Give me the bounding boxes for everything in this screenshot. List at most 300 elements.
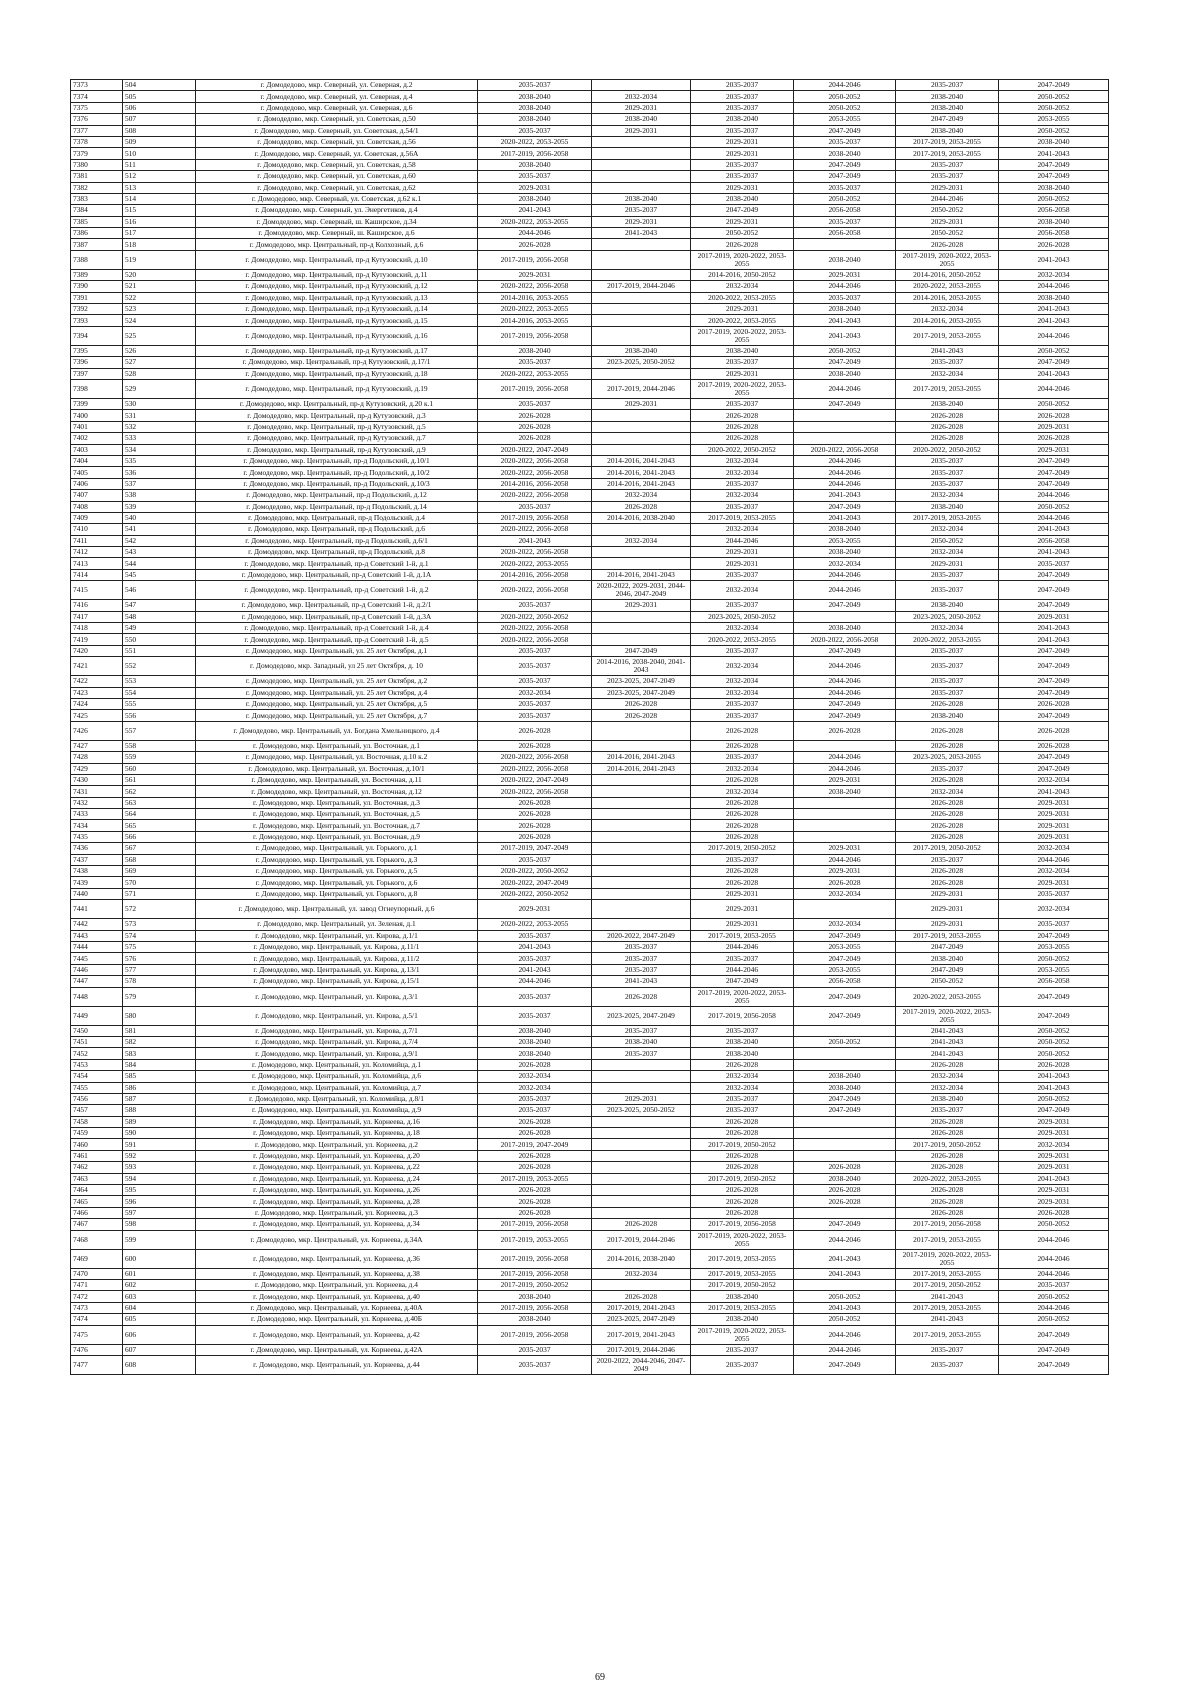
table-row xyxy=(71,710,1109,721)
table-row xyxy=(71,216,1109,227)
address-cell: г. Домодедово, мкр. Центральный, ул. завод Огнеупорный, д.6 xyxy=(196,900,478,919)
period-1-cell: 2035-2037 xyxy=(478,80,592,91)
period-5-cell: 2017-2019, 2056-2058 xyxy=(896,1219,999,1230)
period-1-cell: 2017-2019, 2056-2058 xyxy=(478,1325,592,1344)
period-6-cell: 2041-2043 xyxy=(999,148,1109,159)
period-1-cell: 2020-2022, 2056-2058 xyxy=(478,634,592,645)
row-number-cell: 7476 xyxy=(71,1344,123,1355)
period-4-cell: 2035-2037 xyxy=(794,216,896,227)
address-number-cell: 592 xyxy=(123,1150,196,1161)
period-6-cell: 2029-2031 xyxy=(999,444,1109,455)
address-number-cell: 524 xyxy=(123,315,196,326)
period-1-cell: 2020-2022, 2056-2058 xyxy=(478,281,592,292)
address-cell: г. Домодедово, мкр. Центральный, ул. Восточная, д.1 xyxy=(196,740,478,751)
period-1-cell: 2041-2043 xyxy=(478,942,592,953)
period-4-cell: 2044-2046 xyxy=(794,467,896,478)
table-row xyxy=(71,721,1109,740)
period-3-cell: 2044-2046 xyxy=(691,964,794,975)
address-number-cell: 550 xyxy=(123,634,196,645)
register-table-body xyxy=(71,80,1109,1375)
period-3-cell: 2020-2022, 2050-2052 xyxy=(691,444,794,455)
address-cell: г. Домодедово, мкр. Центральный, ул. Коломийца, д.7 xyxy=(196,1082,478,1093)
period-6-cell: 2041-2043 xyxy=(999,1082,1109,1093)
address-number-cell: 554 xyxy=(123,687,196,698)
period-2-cell xyxy=(592,634,691,645)
address-number-cell: 593 xyxy=(123,1162,196,1173)
period-6-cell: 2047-2049 xyxy=(999,763,1109,774)
period-2-cell xyxy=(592,1207,691,1218)
period-3-cell: 2026-2028 xyxy=(691,1196,794,1207)
period-1-cell: 2035-2037 xyxy=(478,854,592,865)
address-number-cell: 511 xyxy=(123,159,196,170)
table-row xyxy=(71,1162,1109,1173)
period-5-cell: 2020-2022, 2053-2055 xyxy=(896,634,999,645)
period-5-cell: 2020-2022, 2053-2055 xyxy=(896,1173,999,1184)
period-4-cell xyxy=(794,1279,896,1290)
table-row xyxy=(71,1082,1109,1093)
period-3-cell: 2035-2037 xyxy=(691,80,794,91)
period-4-cell xyxy=(794,433,896,444)
address-cell: г. Домодедово, мкр. Северный, ул. Северная, д.6 xyxy=(196,102,478,113)
period-4-cell: 2047-2049 xyxy=(794,600,896,611)
period-4-cell: 2029-2031 xyxy=(794,269,896,280)
address-cell: г. Домодедово, мкр. Центральный, ул. Корнеева, д.34 xyxy=(196,1219,478,1230)
period-1-cell: 2020-2022, 2056-2058 xyxy=(478,786,592,797)
period-6-cell: 2050-2052 xyxy=(999,1314,1109,1325)
address-number-cell: 528 xyxy=(123,368,196,379)
period-4-cell xyxy=(794,1139,896,1150)
period-3-cell: 2017-2019, 2020-2022, 2053-2055 xyxy=(691,1230,794,1249)
period-5-cell: 2017-2019, 2020-2022, 2053-2055 xyxy=(896,1249,999,1268)
period-1-cell: 2035-2037 xyxy=(478,1344,592,1355)
period-4-cell: 2041-2043 xyxy=(794,490,896,501)
period-4-cell xyxy=(794,1059,896,1070)
period-2-cell xyxy=(592,304,691,315)
period-1-cell: 2026-2028 xyxy=(478,809,592,820)
address-number-cell: 583 xyxy=(123,1048,196,1059)
address-cell: г. Домодедово, мкр. Северный, ул. Советская, д.60 xyxy=(196,171,478,182)
address-cell: г. Домодедово, мкр. Центральный, ул. Богдана Хмельницкого, д.4 xyxy=(196,721,478,740)
address-cell: г. Домодедово, мкр. Центральный, пр-д Советский 1-й, д.3А xyxy=(196,611,478,622)
table-row xyxy=(71,455,1109,466)
table-row xyxy=(71,888,1109,899)
period-3-cell: 2038-2040 xyxy=(691,1048,794,1059)
table-row xyxy=(71,535,1109,546)
table-row xyxy=(71,410,1109,421)
row-number-cell: 7414 xyxy=(71,569,123,580)
address-number-cell: 513 xyxy=(123,182,196,193)
period-4-cell: 2047-2049 xyxy=(794,171,896,182)
period-4-cell: 2047-2049 xyxy=(794,930,896,941)
period-2-cell: 2023-2025, 2050-2052 xyxy=(592,1105,691,1116)
address-number-cell: 508 xyxy=(123,125,196,136)
period-1-cell: 2032-2034 xyxy=(478,1082,592,1093)
period-6-cell: 2041-2043 xyxy=(999,634,1109,645)
address-number-cell: 541 xyxy=(123,524,196,535)
table-row xyxy=(71,1150,1109,1161)
row-number-cell: 7411 xyxy=(71,535,123,546)
address-number-cell: 510 xyxy=(123,148,196,159)
period-5-cell: 2023-2025, 2050-2052 xyxy=(896,611,999,622)
address-number-cell: 587 xyxy=(123,1093,196,1104)
address-cell: г. Домодедово, мкр. Центральный, пр-д Кутузовский, д.12 xyxy=(196,281,478,292)
address-cell: г. Домодедово, мкр. Центральный, пр-д Кутузовский, д.7 xyxy=(196,433,478,444)
period-2-cell xyxy=(592,547,691,558)
period-2-cell xyxy=(592,623,691,634)
period-3-cell: 2032-2034 xyxy=(691,281,794,292)
period-4-cell: 2047-2049 xyxy=(794,645,896,656)
period-4-cell: 2044-2046 xyxy=(794,569,896,580)
address-number-cell: 585 xyxy=(123,1071,196,1082)
period-4-cell: 2026-2028 xyxy=(794,1162,896,1173)
period-3-cell: 2017-2019, 2053-2055 xyxy=(691,930,794,941)
period-6-cell: 2041-2043 xyxy=(999,786,1109,797)
period-1-cell: 2017-2019, 2056-2058 xyxy=(478,326,592,345)
table-row xyxy=(71,1173,1109,1184)
address-cell: г. Домодедово, мкр. Северный, ул. Советская, д.62 к.1 xyxy=(196,193,478,204)
row-number-cell: 7442 xyxy=(71,919,123,930)
period-3-cell: 2035-2037 xyxy=(691,698,794,709)
table-row xyxy=(71,1093,1109,1104)
period-3-cell: 2035-2037 xyxy=(691,357,794,368)
address-cell: г. Домодедово, мкр. Центральный, пр-д Подольский, д.10/1 xyxy=(196,455,478,466)
period-6-cell: 2032-2034 xyxy=(999,900,1109,919)
address-number-cell: 586 xyxy=(123,1082,196,1093)
period-1-cell: 2035-2037 xyxy=(478,710,592,721)
period-2-cell xyxy=(592,797,691,808)
period-2-cell xyxy=(592,740,691,751)
address-cell: г. Домодедово, мкр. Центральный, ул. Восточная, д.7 xyxy=(196,820,478,831)
period-2-cell: 2035-2037 xyxy=(592,205,691,216)
period-1-cell: 2017-2019, 2056-2058 xyxy=(478,379,592,398)
period-4-cell: 2047-2049 xyxy=(794,357,896,368)
period-4-cell: 2026-2028 xyxy=(794,1196,896,1207)
period-1-cell: 2038-2040 xyxy=(478,1025,592,1036)
period-1-cell: 2035-2037 xyxy=(478,501,592,512)
period-3-cell: 2029-2031 xyxy=(691,182,794,193)
period-6-cell: 2047-2049 xyxy=(999,657,1109,676)
address-cell: г. Домодедово, мкр. Центральный, пр-д Советский 1-й, д.4 xyxy=(196,623,478,634)
address-number-cell: 559 xyxy=(123,752,196,763)
address-cell: г. Домодедово, мкр. Центральный, ул. Горького, д.3 xyxy=(196,854,478,865)
period-6-cell: 2047-2049 xyxy=(999,1105,1109,1116)
address-cell: г. Домодедово, мкр. Центральный, пр-д Советский 1-й, д.1 xyxy=(196,558,478,569)
address-cell: г. Домодедово, мкр. Центральный, пр-д Советский 1-й, д.1А xyxy=(196,569,478,580)
period-6-cell: 2041-2043 xyxy=(999,1071,1109,1082)
address-cell: г. Домодедово, мкр. Центральный, ул. Восточная, д.10/1 xyxy=(196,763,478,774)
table-row xyxy=(71,1071,1109,1082)
period-4-cell: 2047-2049 xyxy=(794,125,896,136)
row-number-cell: 7455 xyxy=(71,1082,123,1093)
table-row xyxy=(71,444,1109,455)
period-3-cell: 2026-2028 xyxy=(691,1150,794,1161)
address-number-cell: 507 xyxy=(123,114,196,125)
table-row xyxy=(71,831,1109,842)
period-6-cell: 2050-2052 xyxy=(999,1025,1109,1036)
period-2-cell: 2017-2019, 2041-2043 xyxy=(592,1302,691,1313)
period-5-cell: 2026-2028 xyxy=(896,1185,999,1196)
period-3-cell: 2035-2037 xyxy=(691,1355,794,1374)
table-row xyxy=(71,1230,1109,1249)
period-3-cell: 2029-2031 xyxy=(691,919,794,930)
period-6-cell: 2032-2034 xyxy=(999,1139,1109,1150)
period-2-cell: 2026-2028 xyxy=(592,710,691,721)
table-row xyxy=(71,854,1109,865)
period-3-cell: 2029-2031 xyxy=(691,900,794,919)
period-5-cell: 2035-2037 xyxy=(896,357,999,368)
period-5-cell: 2026-2028 xyxy=(896,809,999,820)
table-row xyxy=(71,1249,1109,1268)
period-5-cell: 2038-2040 xyxy=(896,102,999,113)
period-6-cell: 2029-2031 xyxy=(999,797,1109,808)
period-4-cell xyxy=(794,410,896,421)
period-5-cell: 2017-2019, 2050-2052 xyxy=(896,1279,999,1290)
row-number-cell: 7378 xyxy=(71,136,123,147)
period-3-cell: 2038-2040 xyxy=(691,345,794,356)
period-2-cell: 2023-2025, 2047-2049 xyxy=(592,1314,691,1325)
period-6-cell: 2047-2049 xyxy=(999,159,1109,170)
period-2-cell xyxy=(592,444,691,455)
period-2-cell xyxy=(592,1116,691,1127)
period-4-cell: 2053-2055 xyxy=(794,964,896,975)
period-2-cell xyxy=(592,80,691,91)
address-number-cell: 605 xyxy=(123,1314,196,1325)
period-3-cell: 2026-2028 xyxy=(691,820,794,831)
address-cell: г. Домодедово, мкр. Центральный, ул. Восточная, д.5 xyxy=(196,809,478,820)
period-3-cell: 2032-2034 xyxy=(691,1071,794,1082)
row-number-cell: 7382 xyxy=(71,182,123,193)
period-2-cell xyxy=(592,900,691,919)
period-5-cell: 2026-2028 xyxy=(896,1059,999,1070)
period-2-cell: 2038-2040 xyxy=(592,193,691,204)
period-2-cell xyxy=(592,1150,691,1161)
table-row xyxy=(71,600,1109,611)
period-5-cell: 2017-2019, 2053-2055 xyxy=(896,1325,999,1344)
period-3-cell: 2032-2034 xyxy=(691,490,794,501)
table-row xyxy=(71,1006,1109,1025)
address-cell: г. Домодедово, мкр. Центральный, ул. Кирова, д.7/4 xyxy=(196,1036,478,1047)
period-5-cell: 2029-2031 xyxy=(896,558,999,569)
period-3-cell: 2017-2019, 2020-2022, 2053-2055 xyxy=(691,987,794,1006)
period-3-cell: 2032-2034 xyxy=(691,581,794,600)
address-number-cell: 539 xyxy=(123,501,196,512)
period-6-cell: 2035-2037 xyxy=(999,558,1109,569)
period-5-cell: 2026-2028 xyxy=(896,740,999,751)
period-3-cell: 2026-2028 xyxy=(691,797,794,808)
row-number-cell: 7443 xyxy=(71,930,123,941)
table-row xyxy=(71,315,1109,326)
period-1-cell: 2026-2028 xyxy=(478,797,592,808)
period-1-cell: 2038-2040 xyxy=(478,114,592,125)
period-4-cell: 2044-2046 xyxy=(794,763,896,774)
period-6-cell: 2047-2049 xyxy=(999,687,1109,698)
table-row xyxy=(71,1116,1109,1127)
period-4-cell xyxy=(794,611,896,622)
period-4-cell: 2044-2046 xyxy=(794,687,896,698)
row-number-cell: 7415 xyxy=(71,581,123,600)
period-3-cell: 2032-2034 xyxy=(691,763,794,774)
table-row xyxy=(71,964,1109,975)
address-number-cell: 589 xyxy=(123,1116,196,1127)
period-4-cell: 2044-2046 xyxy=(794,281,896,292)
period-1-cell: 2026-2028 xyxy=(478,239,592,250)
period-3-cell: 2026-2028 xyxy=(691,1059,794,1070)
period-4-cell xyxy=(794,1025,896,1036)
address-cell: г. Домодедово, мкр. Центральный, ул. Горького, д.6 xyxy=(196,877,478,888)
period-4-cell: 2044-2046 xyxy=(794,1344,896,1355)
table-row xyxy=(71,676,1109,687)
address-cell: г. Домодедово, мкр. Центральный, пр-д Кутузовский, д.9 xyxy=(196,444,478,455)
period-5-cell: 2026-2028 xyxy=(896,421,999,432)
period-1-cell: 2017-2019, 2053-2055 xyxy=(478,1173,592,1184)
address-cell: г. Домодедово, мкр. Центральный, пр-д Кутузовский, д.20 к.1 xyxy=(196,398,478,409)
address-number-cell: 567 xyxy=(123,843,196,854)
table-row xyxy=(71,1128,1109,1139)
period-6-cell: 2047-2049 xyxy=(999,710,1109,721)
period-6-cell: 2044-2046 xyxy=(999,490,1109,501)
period-5-cell: 2038-2040 xyxy=(896,953,999,964)
period-5-cell: 2032-2034 xyxy=(896,547,999,558)
period-1-cell: 2026-2028 xyxy=(478,721,592,740)
period-5-cell: 2038-2040 xyxy=(896,1093,999,1104)
period-1-cell: 2020-2022, 2050-2052 xyxy=(478,611,592,622)
period-3-cell: 2035-2037 xyxy=(691,501,794,512)
period-6-cell: 2029-2031 xyxy=(999,877,1109,888)
period-4-cell: 2032-2034 xyxy=(794,919,896,930)
row-number-cell: 7445 xyxy=(71,953,123,964)
period-3-cell: 2026-2028 xyxy=(691,421,794,432)
address-number-cell: 591 xyxy=(123,1139,196,1150)
table-row xyxy=(71,687,1109,698)
period-5-cell: 2020-2022, 2053-2055 xyxy=(896,987,999,1006)
period-5-cell: 2026-2028 xyxy=(896,698,999,709)
period-4-cell: 2044-2046 xyxy=(794,379,896,398)
period-6-cell: 2047-2049 xyxy=(999,581,1109,600)
table-row xyxy=(71,1105,1109,1116)
period-5-cell: 2026-2028 xyxy=(896,721,999,740)
period-6-cell: 2047-2049 xyxy=(999,752,1109,763)
period-2-cell xyxy=(592,269,691,280)
address-number-cell: 512 xyxy=(123,171,196,182)
address-number-cell: 555 xyxy=(123,698,196,709)
period-4-cell: 2041-2043 xyxy=(794,1249,896,1268)
period-2-cell: 2029-2031 xyxy=(592,102,691,113)
address-cell: г. Домодедово, мкр. Центральный, ул. Восточная, д.11 xyxy=(196,774,478,785)
row-number-cell: 7473 xyxy=(71,1302,123,1313)
period-3-cell: 2017-2019, 2050-2052 xyxy=(691,843,794,854)
period-6-cell: 2047-2049 xyxy=(999,357,1109,368)
address-number-cell: 576 xyxy=(123,953,196,964)
table-row xyxy=(71,193,1109,204)
period-5-cell: 2026-2028 xyxy=(896,1196,999,1207)
period-5-cell: 2038-2040 xyxy=(896,710,999,721)
period-6-cell: 2050-2052 xyxy=(999,345,1109,356)
period-3-cell: 2035-2037 xyxy=(691,171,794,182)
row-number-cell: 7457 xyxy=(71,1105,123,1116)
address-cell: г. Домодедово, мкр. Центральный, ул. Корнеева, д.40А xyxy=(196,1302,478,1313)
period-6-cell: 2029-2031 xyxy=(999,1185,1109,1196)
period-1-cell: 2017-2019, 2053-2055 xyxy=(478,1230,592,1249)
address-number-cell: 596 xyxy=(123,1196,196,1207)
period-3-cell: 2038-2040 xyxy=(691,1314,794,1325)
period-2-cell xyxy=(592,888,691,899)
address-cell: г. Домодедово, мкр. Центральный, ул. Восточная, д.10 к.2 xyxy=(196,752,478,763)
address-number-cell: 560 xyxy=(123,763,196,774)
period-3-cell: 2026-2028 xyxy=(691,877,794,888)
period-4-cell: 2035-2037 xyxy=(794,292,896,303)
period-5-cell: 2017-2019, 2020-2022, 2053-2055 xyxy=(896,1006,999,1025)
row-number-cell: 7440 xyxy=(71,888,123,899)
address-cell: г. Домодедово, мкр. Северный, ш. Каширское, д.34 xyxy=(196,216,478,227)
period-6-cell: 2044-2046 xyxy=(999,281,1109,292)
period-3-cell: 2029-2031 xyxy=(691,558,794,569)
period-3-cell: 2035-2037 xyxy=(691,752,794,763)
address-number-cell: 532 xyxy=(123,421,196,432)
period-5-cell: 2032-2034 xyxy=(896,368,999,379)
period-6-cell: 2035-2037 xyxy=(999,1279,1109,1290)
period-6-cell: 2026-2028 xyxy=(999,410,1109,421)
row-number-cell: 7383 xyxy=(71,193,123,204)
period-3-cell: 2026-2028 xyxy=(691,410,794,421)
row-number-cell: 7392 xyxy=(71,304,123,315)
address-number-cell: 603 xyxy=(123,1291,196,1302)
period-5-cell: 2041-2043 xyxy=(896,1025,999,1036)
address-number-cell: 516 xyxy=(123,216,196,227)
period-5-cell: 2026-2028 xyxy=(896,820,999,831)
address-number-cell: 533 xyxy=(123,433,196,444)
address-cell: г. Домодедово, мкр. Центральный, ул. Кирова, д.11/1 xyxy=(196,942,478,953)
row-number-cell: 7376 xyxy=(71,114,123,125)
period-4-cell: 2029-2031 xyxy=(794,843,896,854)
table-row xyxy=(71,1291,1109,1302)
period-4-cell: 2050-2052 xyxy=(794,345,896,356)
period-2-cell xyxy=(592,558,691,569)
period-6-cell: 2041-2043 xyxy=(999,250,1109,269)
period-3-cell: 2035-2037 xyxy=(691,953,794,964)
period-5-cell: 2023-2025, 2053-2055 xyxy=(896,752,999,763)
table-row xyxy=(71,786,1109,797)
period-5-cell: 2014-2016, 2050-2052 xyxy=(896,269,999,280)
period-3-cell: 2032-2034 xyxy=(691,524,794,535)
period-5-cell: 2017-2019, 2053-2055 xyxy=(896,326,999,345)
period-5-cell: 2026-2028 xyxy=(896,831,999,842)
address-number-cell: 574 xyxy=(123,930,196,941)
address-cell: г. Домодедово, мкр. Центральный, ул. 25 лет Октября, д.1 xyxy=(196,645,478,656)
address-cell: г. Домодедово, мкр. Центральный, ул. Корнеева, д.16 xyxy=(196,1116,478,1127)
row-number-cell: 7450 xyxy=(71,1025,123,1036)
period-2-cell: 2041-2043 xyxy=(592,976,691,987)
period-4-cell: 2044-2046 xyxy=(794,1230,896,1249)
table-row xyxy=(71,379,1109,398)
address-number-cell: 600 xyxy=(123,1249,196,1268)
period-4-cell: 2038-2040 xyxy=(794,786,896,797)
period-4-cell xyxy=(794,820,896,831)
table-row xyxy=(71,987,1109,1006)
address-number-cell: 577 xyxy=(123,964,196,975)
table-row xyxy=(71,877,1109,888)
period-4-cell: 2047-2049 xyxy=(794,1219,896,1230)
address-number-cell: 505 xyxy=(123,91,196,102)
period-5-cell: 2014-2016, 2053-2055 xyxy=(896,315,999,326)
period-4-cell: 2050-2052 xyxy=(794,1314,896,1325)
period-1-cell: 2020-2022, 2047-2049 xyxy=(478,877,592,888)
address-number-cell: 520 xyxy=(123,269,196,280)
period-1-cell: 2020-2022, 2056-2058 xyxy=(478,623,592,634)
period-5-cell: 2032-2034 xyxy=(896,304,999,315)
period-4-cell: 2020-2022, 2056-2058 xyxy=(794,444,896,455)
period-4-cell: 2035-2037 xyxy=(794,182,896,193)
period-6-cell: 2047-2049 xyxy=(999,600,1109,611)
